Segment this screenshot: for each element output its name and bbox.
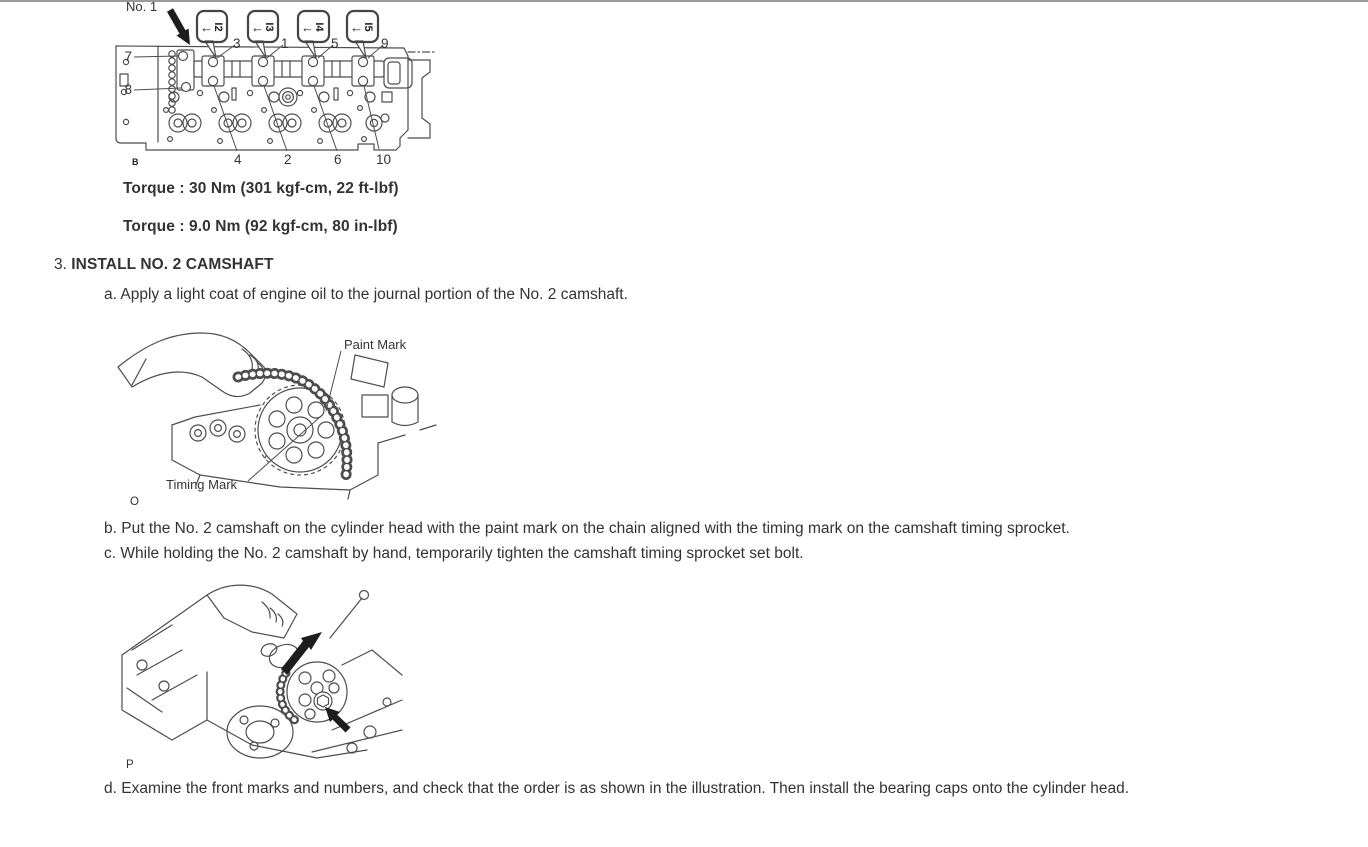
svg-text:1: 1	[281, 36, 289, 51]
no1-pointer-arrow-icon	[167, 8, 190, 45]
svg-text:9: 9	[381, 36, 389, 51]
no1-label: No. 1	[126, 0, 158, 14]
step-text: Examine the front marks and numbers, and check that the order is as shown in the illustration. Then install the bearing caps onto the cylinder head.	[121, 780, 1130, 797]
section-number: 3.	[54, 256, 67, 273]
torque-spec-1: Torque : 30 Nm (301 kgf-cm, 22 ft-lbf)	[123, 180, 399, 197]
svg-text:6: 6	[334, 152, 342, 167]
front-mark-arrow-icon: ←	[200, 20, 213, 35]
step-text: Apply a light coat of engine oil to the journal portion of the No. 2 camshaft.	[120, 286, 628, 303]
front-mark-i5: I5	[362, 22, 374, 32]
torque-spec-2: Torque : 9.0 Nm (92 kgf-cm, 80 in-lbf)	[123, 218, 398, 235]
step-c	[104, 541, 804, 566]
front-mark-arrow-icon: ←	[251, 20, 264, 35]
step-letter: d.	[104, 780, 117, 797]
figure-bearing-cap-sequence	[112, 0, 452, 168]
step-text: Put the No. 2 camshaft on the cylinder head with the paint mark on the chain aligned with the timing mark on the camshaft timing sprocket.	[121, 520, 1070, 537]
front-mark-i4: I4	[313, 22, 325, 32]
step-b	[104, 516, 1070, 541]
step-letter: c.	[104, 545, 117, 562]
svg-text:10: 10	[376, 152, 392, 167]
figure-corner-glyph: B	[132, 157, 139, 167]
hand-line-art	[118, 333, 266, 397]
svg-text:7: 7	[124, 49, 132, 64]
step-letter: b.	[104, 520, 117, 537]
cylinder-head-line-art	[116, 46, 434, 150]
front-mark-i2: I2	[212, 22, 224, 32]
svg-text:8: 8	[124, 82, 132, 97]
step-a	[104, 282, 628, 307]
paint-mark-label: Paint Mark	[344, 337, 407, 352]
hand-line-art	[207, 585, 297, 638]
front-mark-arrow-icon: ←	[301, 20, 314, 35]
front-mark-arrow-icon: ←	[350, 20, 363, 35]
figure-chain-alignment	[110, 325, 440, 510]
step-letter: a.	[104, 286, 117, 303]
step-text: While holding the No. 2 camshaft by hand, temporarily tighten the camshaft timing sprocket set bolt.	[120, 545, 804, 562]
svg-text:2: 2	[284, 152, 292, 167]
figure-sprocket-bolt	[112, 580, 412, 772]
svg-text:3: 3	[233, 36, 241, 51]
camshaft-sprocket-line-art	[255, 385, 345, 475]
front-mark-i3: I3	[263, 22, 275, 32]
step-d	[104, 776, 1294, 801]
timing-mark-label: Timing Mark	[166, 477, 238, 492]
section-heading	[54, 256, 274, 274]
figure-corner-letter: O	[130, 496, 139, 508]
svg-text:5: 5	[331, 36, 339, 51]
section-title: INSTALL NO. 2 CAMSHAFT	[71, 256, 274, 273]
figure-corner-letter: P	[126, 759, 134, 771]
svg-text:4: 4	[234, 152, 242, 167]
